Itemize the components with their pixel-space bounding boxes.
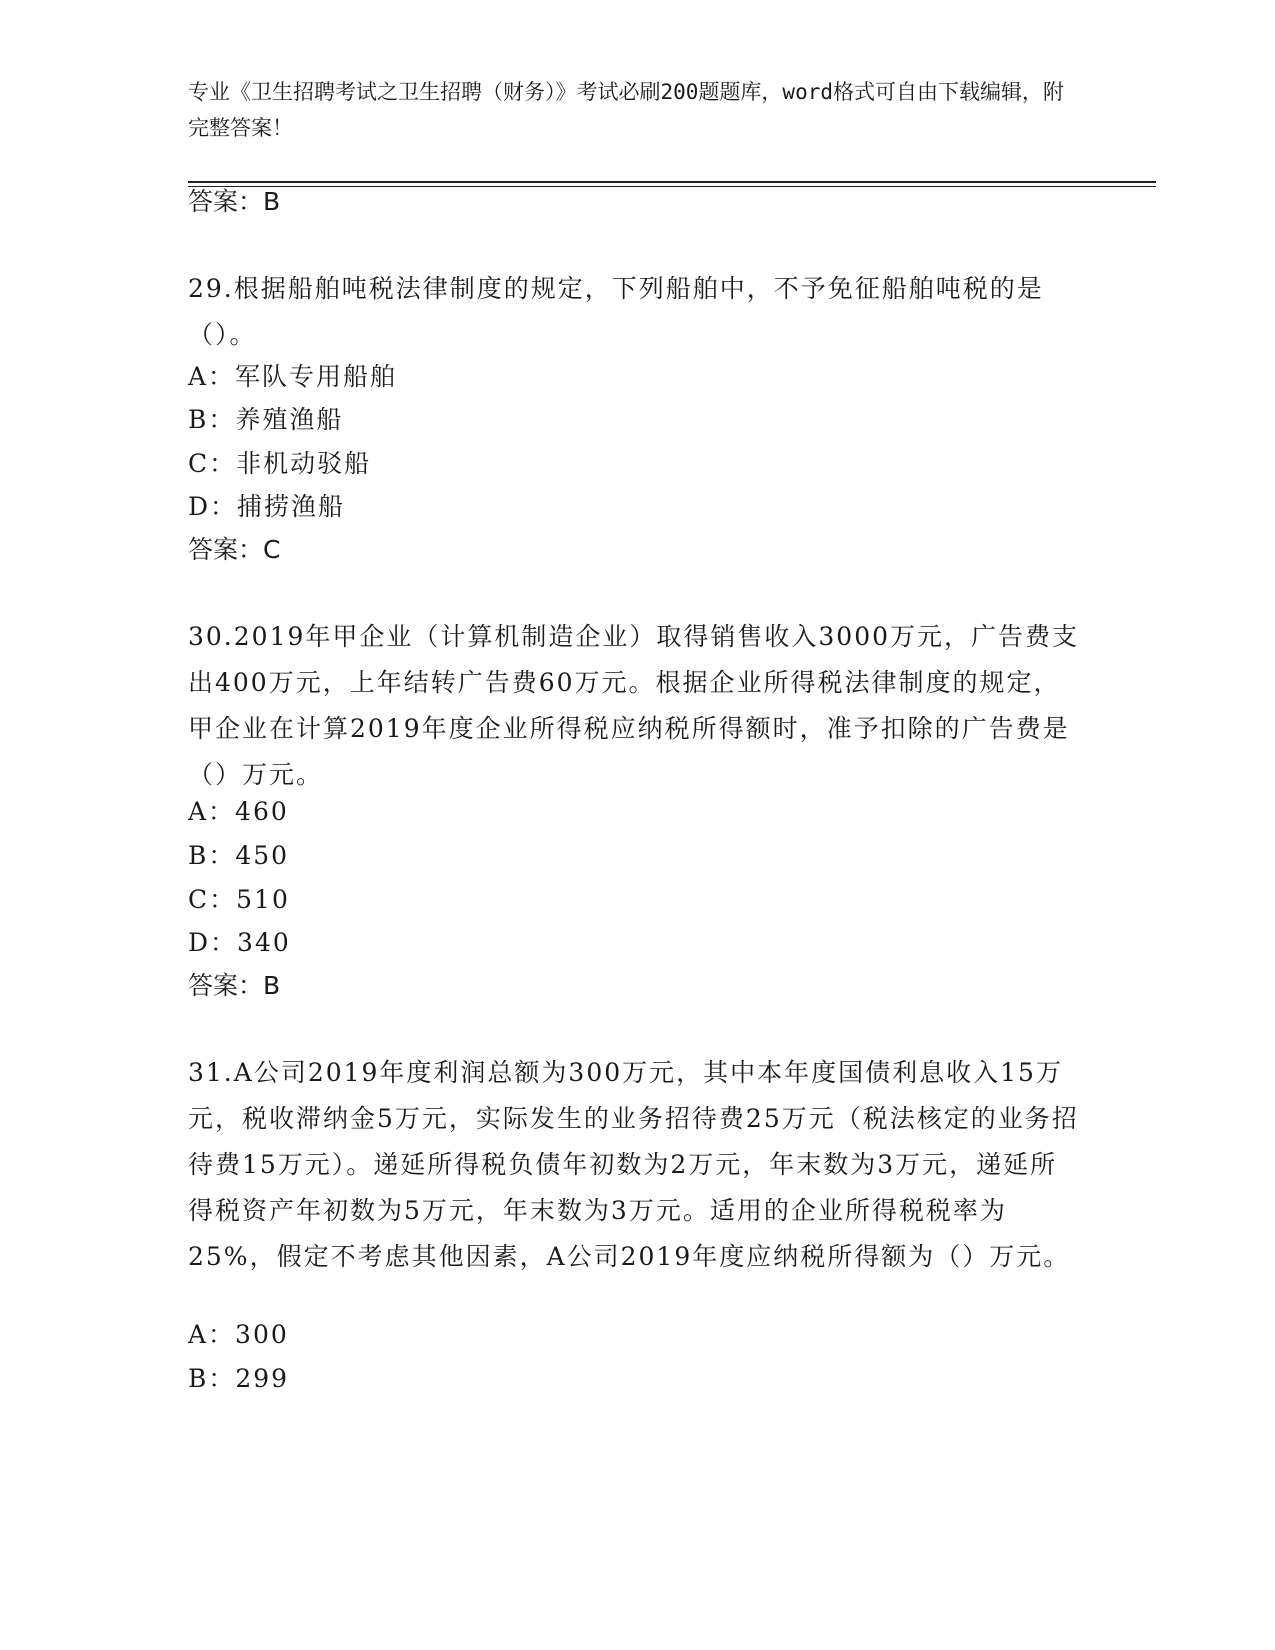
- question-29-option-b: B：养殖渔船: [188, 405, 344, 434]
- answer-29: 答案：C: [188, 535, 281, 564]
- question-29-option-a: A：军队专用船舶: [188, 362, 398, 391]
- header-divider-thin: [188, 186, 1156, 187]
- question-31-option-b: B：299: [188, 1364, 290, 1393]
- question-30-option-a: A：460: [188, 797, 289, 826]
- answer-30: 答案：B: [188, 971, 281, 1000]
- question-29-option-d: D：捕捞渔船: [188, 492, 346, 521]
- question-30-option-c: C：510: [188, 885, 290, 914]
- question-31: 31.A公司2019年度利润总额为300万元，其中本年度国债利息收入15万元，税收滞纳金5万元，实际发生的业务招待费25万元（税法核定的业务招待费15万元）。递延所得税负债年初数为2万元，年末数为3万元，递延所得税资产年初数为5万元，年末数为3万元。适用的企业所得税税率为25%，假定不考虑其他因素，A公司2019年度应纳税所得额为（）万元。: [188, 1058, 1079, 1271]
- document-header: 专业《卫生招聘考试之卫生招聘（财务）》考试必刷200题题库，word格式可自由下载编辑，附完整答案！: [188, 80, 1064, 140]
- header-divider-thick: [188, 181, 1156, 183]
- question-29: 29.根据船舶吨税法律制度的规定，下列船舶中，不予免征船舶吨税的是（）。: [188, 274, 1044, 349]
- question-30-option-d: D：340: [188, 928, 291, 957]
- question-29-option-c: C：非机动驳船: [188, 449, 372, 478]
- question-30-option-b: B：450: [188, 841, 290, 870]
- question-31-option-a: A：300: [188, 1320, 289, 1349]
- question-30: 30.2019年甲企业（计算机制造企业）取得销售收入3000万元，广告费支出400万元，上年结转广告费60万元。根据企业所得税法律制度的规定，甲企业在计算2019年度企业所得税应纳税所得额时，准予扣除的广告费是（）万元。: [188, 622, 1080, 789]
- answer-28: 答案：B: [188, 187, 281, 216]
